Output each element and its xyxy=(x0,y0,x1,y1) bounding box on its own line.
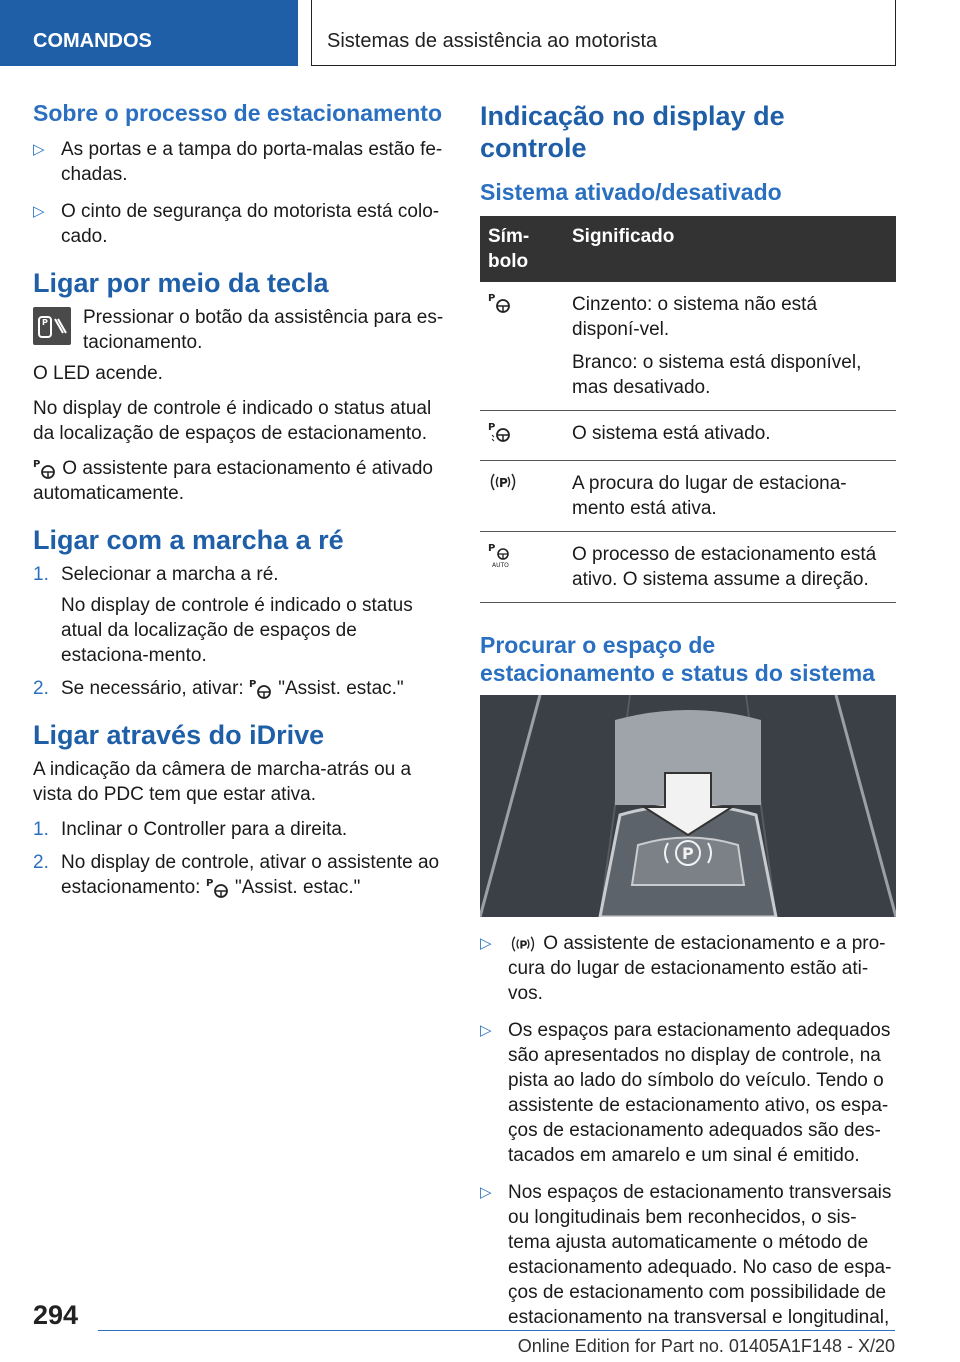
display-text: No display de controle é indicado o status atual da localização de espaços de estacionamento. xyxy=(33,398,432,444)
parking-search-icon xyxy=(508,934,538,954)
list-item: ▷ Os espaços para estacionamento adequados são apresentados no display de controle, na pista ao lado do símbolo do veículo. Tendo o assistente de estacionamento ativo, os espa-ços de estacionamento adequados são des-tacados em amarelo e um sinal é emitido. xyxy=(480,1020,891,1166)
svg-text:P: P xyxy=(42,318,48,327)
bullet-triangle-icon: ▷ xyxy=(33,203,45,220)
svg-text:P: P xyxy=(499,476,508,490)
svg-text:P: P xyxy=(205,877,214,889)
left-column xyxy=(33,100,445,908)
table-row: P A procura do lugar de estaciona-mento está ativa. xyxy=(480,461,896,532)
footer-edition: Online Edition for Part no. 01405A1F148 - X/20 xyxy=(517,1336,895,1356)
tecla-block xyxy=(33,305,445,355)
svg-text:P: P xyxy=(488,293,496,304)
footer-rule xyxy=(98,1330,895,1331)
section-tab xyxy=(0,0,298,66)
svg-text:P: P xyxy=(488,543,496,554)
table-row: P O sistema está ativado. xyxy=(480,411,896,461)
list-item: ▷ P O assistente de estacionamento e a pro-cura do lugar de estacionamento estão ati-vos. xyxy=(480,933,886,1004)
parking-button-icon xyxy=(33,307,71,345)
heading-idrive: Ligar através do iDrive xyxy=(33,720,325,750)
auto-text: P O assistente para estacionamento é ativado automaticamente. xyxy=(33,458,434,504)
heading-indicacao: Indicação no display de controle xyxy=(480,101,785,163)
chapter-title: Sistemas de assistência ao motorista xyxy=(327,30,658,52)
parking-assist-icon xyxy=(488,292,512,314)
heading-sistema: Sistema ativado/desativado xyxy=(480,179,782,205)
bullet-triangle-icon: ▷ xyxy=(480,1184,492,1201)
bullet-triangle-icon: ▷ xyxy=(480,935,492,952)
list-item: 2. No display de controle, ativar o assistente ao estacionamento: P "Assist. estac." xyxy=(33,852,440,898)
list-item: ▷ As portas e a tampa do porta-malas estão fe-chadas. xyxy=(33,139,443,185)
list-item: ▷ Nos espaços de estacionamento transversais ou longitudinais bem reconhecidos, o sis-tema ajusta automaticamente o método de estacionamento adequado. No caso de espa-ços de estacionamento com possibilidade de estacionamento na transversal e longitudinal, xyxy=(480,1182,892,1328)
bullet-triangle-icon: ▷ xyxy=(33,141,45,158)
parking-assist-icon xyxy=(206,877,230,899)
section-label: COMANDOS xyxy=(33,30,152,52)
column-header-symbol: Sím-bolo xyxy=(480,216,564,282)
heading-re: Ligar com a marcha a ré xyxy=(33,525,344,555)
list-item: ▷ O cinto de segurança do motorista está colo-cado. xyxy=(33,201,440,247)
header-divider xyxy=(311,0,312,66)
table-row: P Cinzento: o sistema não está disponí-vel. Branco: o sistema está disponível, mas desativado. xyxy=(480,282,896,411)
header-rule xyxy=(311,65,896,66)
parking-assist-active-icon xyxy=(488,421,512,443)
parking-auto-icon xyxy=(488,542,516,568)
bullet-triangle-icon: ▷ xyxy=(480,1022,492,1039)
parking-assist-icon xyxy=(249,678,273,700)
header-divider xyxy=(895,0,896,66)
parking-assist-icon xyxy=(33,458,57,480)
symbol-table xyxy=(480,216,896,603)
svg-text:P: P xyxy=(248,678,257,690)
svg-text:P: P xyxy=(519,938,528,952)
table-header-row xyxy=(480,216,896,282)
right-column xyxy=(480,100,896,1342)
led-text: O LED acende. xyxy=(33,363,163,384)
svg-text:P: P xyxy=(33,458,41,470)
list-item: 1. Inclinar o Controller para a direita. xyxy=(33,819,348,840)
heading-sobre: Sobre o processo de estacionamento xyxy=(33,100,443,126)
heading-tecla: Ligar por meio da tecla xyxy=(33,268,329,298)
svg-text:AUTO: AUTO xyxy=(492,562,509,568)
page-number: 294 xyxy=(33,1300,79,1330)
table-row: P AUTO O processo de estacionamento está ativo. O sistema assume a direção. xyxy=(480,532,896,603)
svg-text:P: P xyxy=(488,422,496,433)
heading-procurar: Procurar o espaço de estacionamento e status do sistema xyxy=(480,632,875,686)
list-item: 1. Selecionar a marcha a ré. No display de controle é indicado o status atual da localização de espaços de estaciona-mento. xyxy=(33,564,413,666)
tecla-text: Pressionar o botão da assistência para es-tacionamento. xyxy=(83,307,444,353)
parking-search-icon xyxy=(488,471,518,493)
parking-display-image xyxy=(480,695,896,917)
column-header-meaning: Significado xyxy=(564,216,896,282)
svg-text:P: P xyxy=(682,844,694,863)
list-item: 2. Se necessário, ativar: P "Assist. estac." xyxy=(33,678,404,699)
idrive-text: A indicação da câmera de marcha-atrás ou a vista do PDC tem que estar ativa. xyxy=(33,759,412,805)
